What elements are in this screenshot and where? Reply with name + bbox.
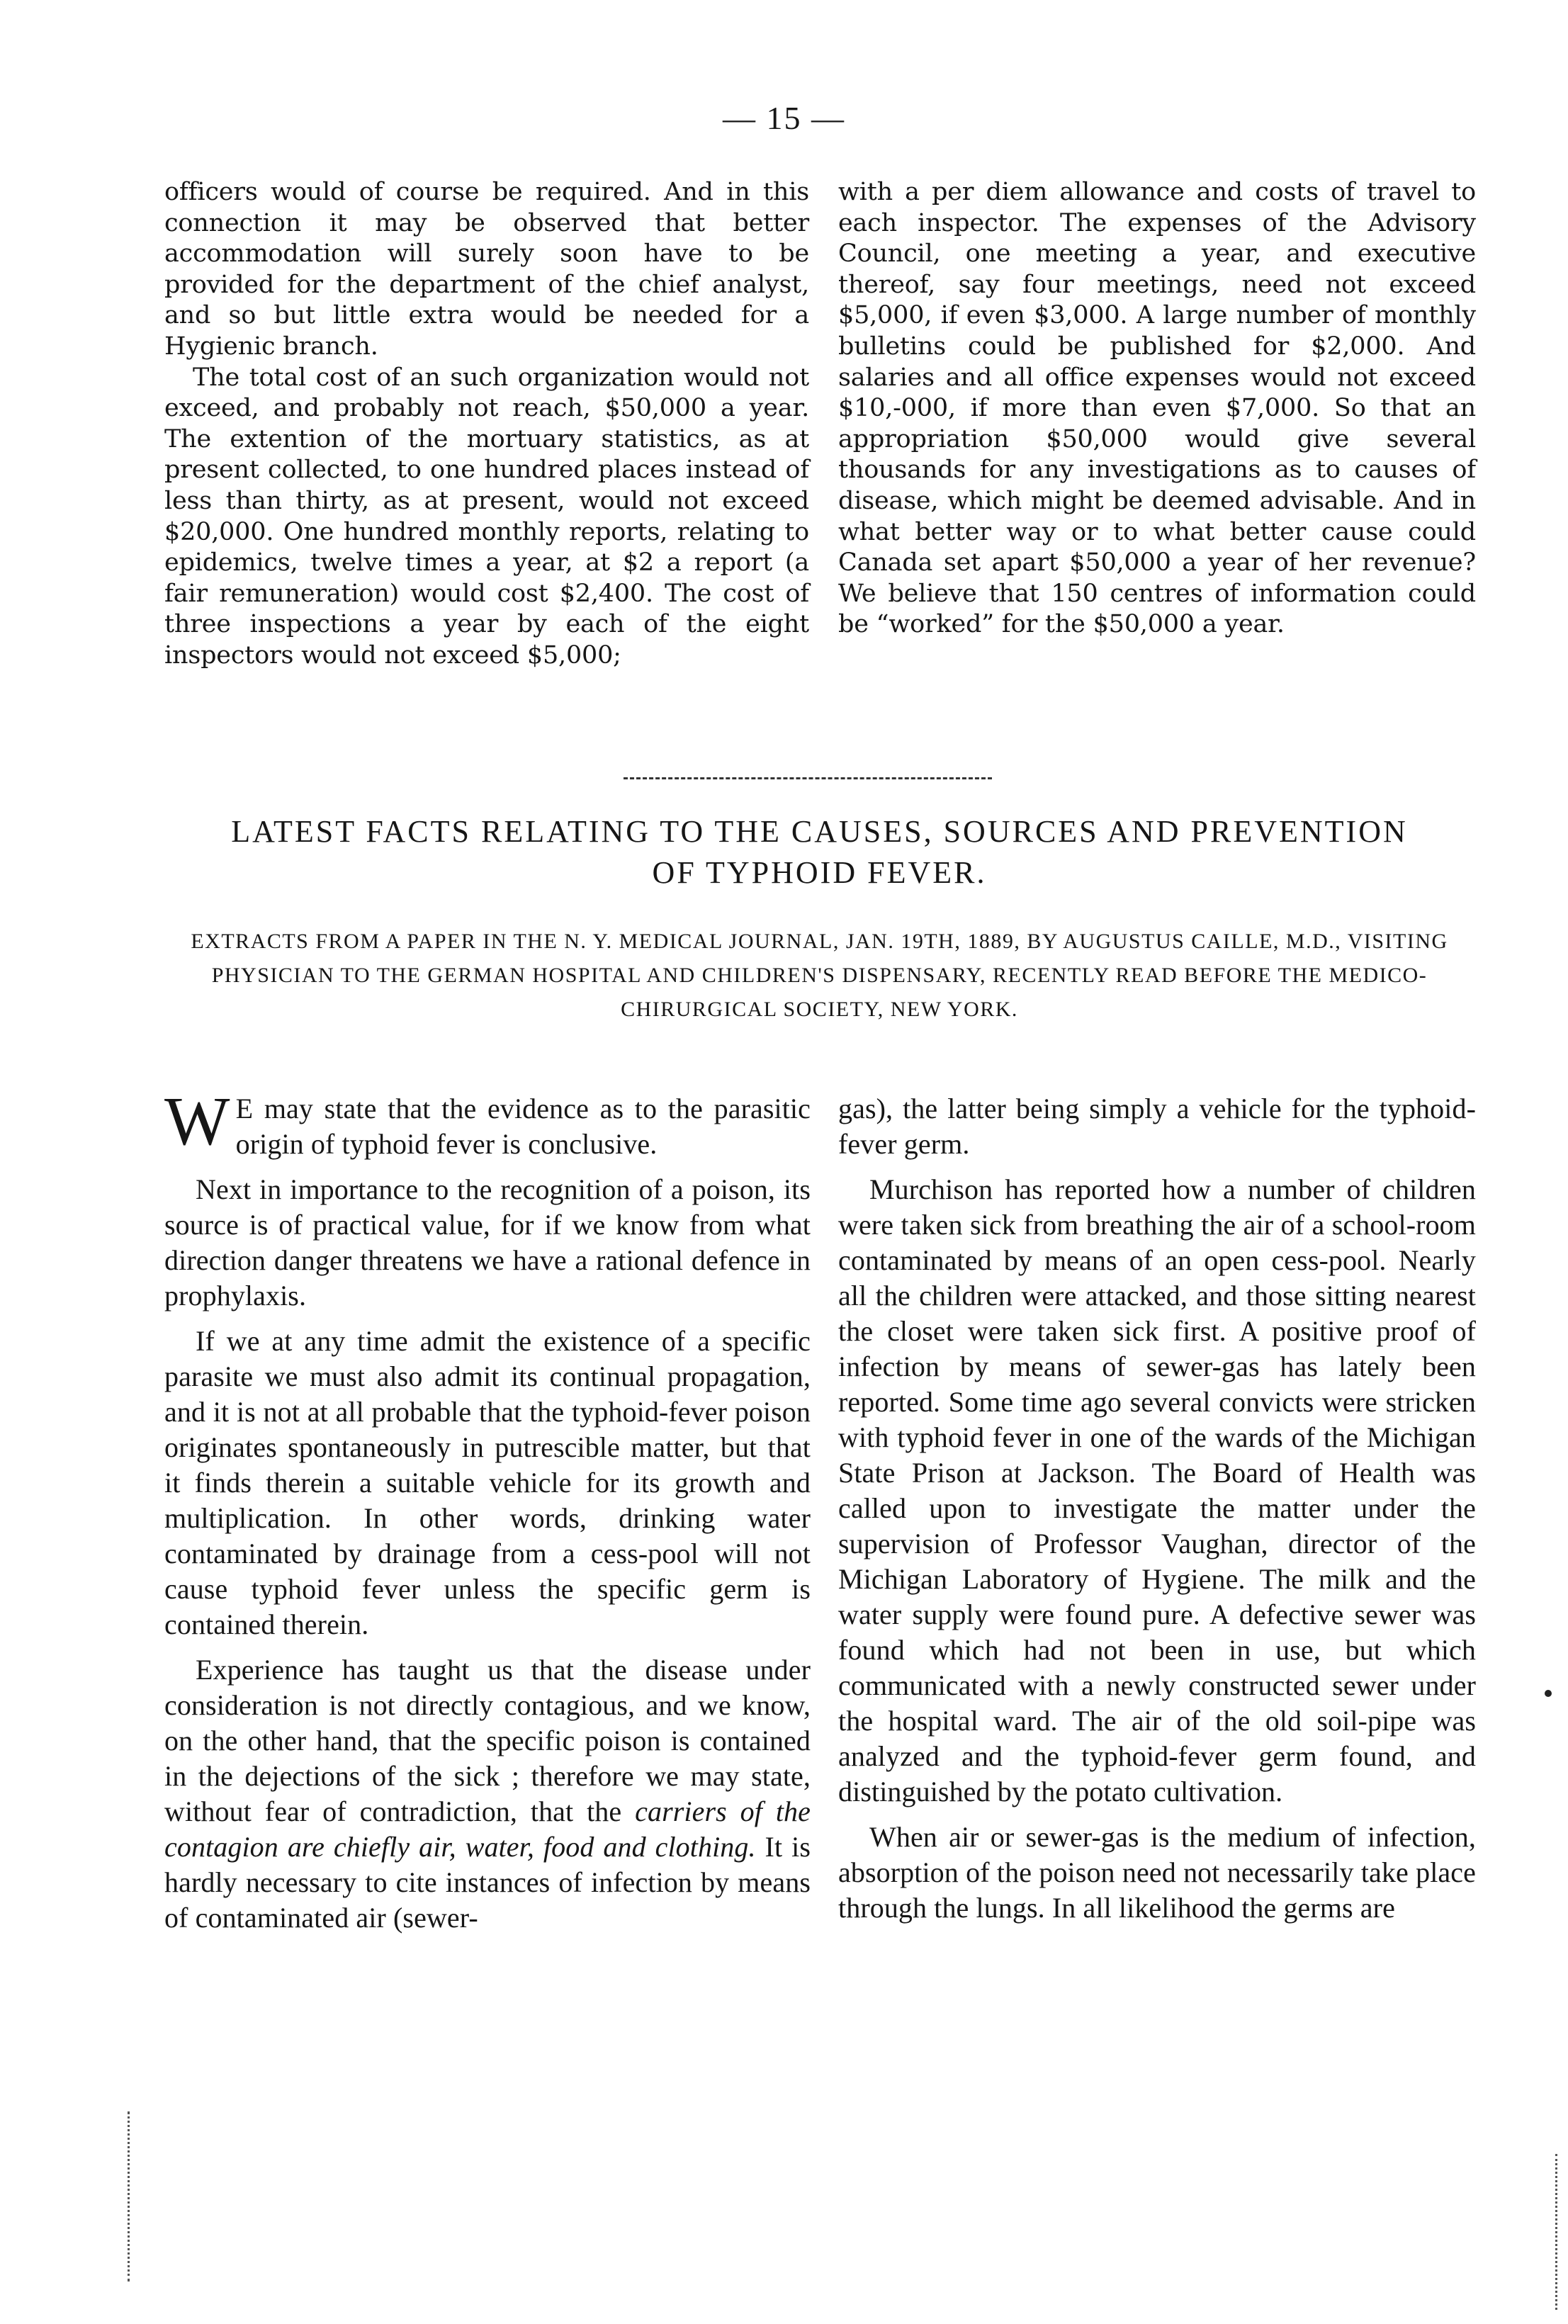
paragraph-text: Experience has taught us that the disease under consideration is not directly contagious, and we know, on the other hand, that the specific poison is contained in the dejections of the sick ; therefore we may state, without fear of contradiction, that the: [164, 1654, 811, 1827]
top-right-column: [838, 177, 1476, 641]
drop-cap: W: [164, 1083, 230, 1160]
article-subtitle: EXTRACTS FROM A PAPER IN THE N. Y. MEDICAL JOURNAL, JAN. 19TH, 1889, BY AUGUSTUS CAILLE, M.D., VISITING PHYSICIAN TO THE GERMAN HOSPITAL AND CHILDREN'S DISPENSARY, RECENTLY READ BEFORE THE MEDICO-CHIRURGICAL SOCIETY, NEW YORK.: [191, 930, 1448, 1021]
paragraph: When air or sewer-gas is the medium of infection, absorption of the poison need not necessarily take place through the lungs. In all likelihood the germs are: [838, 1821, 1476, 1924]
article-title-line: LATEST FACTS RELATING TO THE CAUSES, SOURCES AND PREVENTION: [231, 814, 1408, 849]
margin-dot-mark: [1545, 1690, 1552, 1697]
first-word-rest: E: [235, 1093, 254, 1124]
paragraph: [164, 1652, 811, 1936]
body-left-column: [164, 1083, 811, 1946]
paragraph: officers would of course be required. And in this connection it may be observed that better accommodation will surely soon have to be provided for the department of the chief analyst, and so but little extra would be needed for a Hygienic branch.: [164, 178, 809, 361]
margin-scan-mark: [128, 2111, 132, 2281]
emphasis-text: carriers of the contagion are chiefly air, water, food and clothing.: [164, 1795, 811, 1863]
article-title-line: OF TYPHOID FEVER.: [652, 855, 987, 890]
paragraph: The total cost of an such organization would not exceed, and probably not reach, $50,000 a year. The extention of the mortuary statistics, as at present collected, to one hundred places instead of less than thirty, as at present, would not exceed $20,000. One hundred monthly reports, relating to epidemics, twelve times a year, at $2 a report (a fair remuneration) would cost $2,400. The cost of three inspections a year by each of the eight inspectors would not exceed $5,000;: [164, 363, 809, 670]
paragraph: with a per diem allowance and costs of travel to each inspector. The expenses of the Advisory Council, one meeting a year, and executive thereof, say four meetings, need not exceed $5,000, if even $3,000. A large number of monthly bulletins could be published for $2,000. And salaries and all office expenses would not exceed $10,-000, if more than even $7,000. So that an appropriation $50,000 would give several thousands for any investigations as to causes of disease, which might be deemed advisable. And in what better way or to what better cause could Canada set apart $50,000 a year of her revenue? We believe that 150 centres of information could be “worked” for the $50,000 a year.: [838, 178, 1476, 639]
paragraph: Next in importance to the recognition of a poison, its source is of practical value, for if we know from what direction danger threatens we have a rational defence in prophylaxis.: [164, 1173, 811, 1312]
paragraph-text: It is hardly necessary to cite instances of infection by means of contaminated air (sewer-: [164, 1831, 811, 1934]
top-left-column: [164, 177, 809, 672]
paragraph: [164, 1083, 811, 1162]
paragraph: gas), the latter being simply a vehicle for the typhoid-fever germ.: [838, 1093, 1476, 1160]
article-title: [156, 811, 1483, 893]
paragraph: Murchison has reported how a number of children were taken sick from breathing the air of a school-room contaminated by means of an open cess-pool. Nearly all the children were attacked, and those sitting nearest the closet were taken sick first. A positive proof of infection by means of sewer-gas has lately been reported. Some time ago several convicts were stricken with typhoid fever in one of the wards of the Michigan State Prison at Jackson. The Board of Health was called upon to investigate the matter under the supervision of Professor Vaughan, director of the Michigan Laboratory of Hygiene. The milk and the water supply were found pure. A defective sewer was found which had not been in use, but which communicated with a newly constructed sewer under the hospital ward. The air of the old soil-pipe was analyzed and the typhoid-fever germ found, and distinguished by the potato cultivation.: [838, 1173, 1476, 1807]
body-right-column: [838, 1091, 1476, 1936]
section-divider: [624, 777, 992, 779]
paragraph: If we at any time admit the existence of a specific parasite we must also admit its continual propagation, and it is not at all probable that the typhoid-fever poison originates spontaneously in putrescible matter, but that it finds therein a suitable vehicle for its growth and multiplication. In other words, drinking water contaminated by drainage from a cess-pool will not cause typhoid fever unless the specific germ is contained therein.: [164, 1325, 811, 1640]
margin-scan-mark: [1555, 2154, 1560, 2310]
page-number: — 15 —: [723, 100, 845, 136]
paragraph-text: may state that the evidence as to the parasitic origin of typhoid fever is conclusive.: [235, 1093, 811, 1160]
